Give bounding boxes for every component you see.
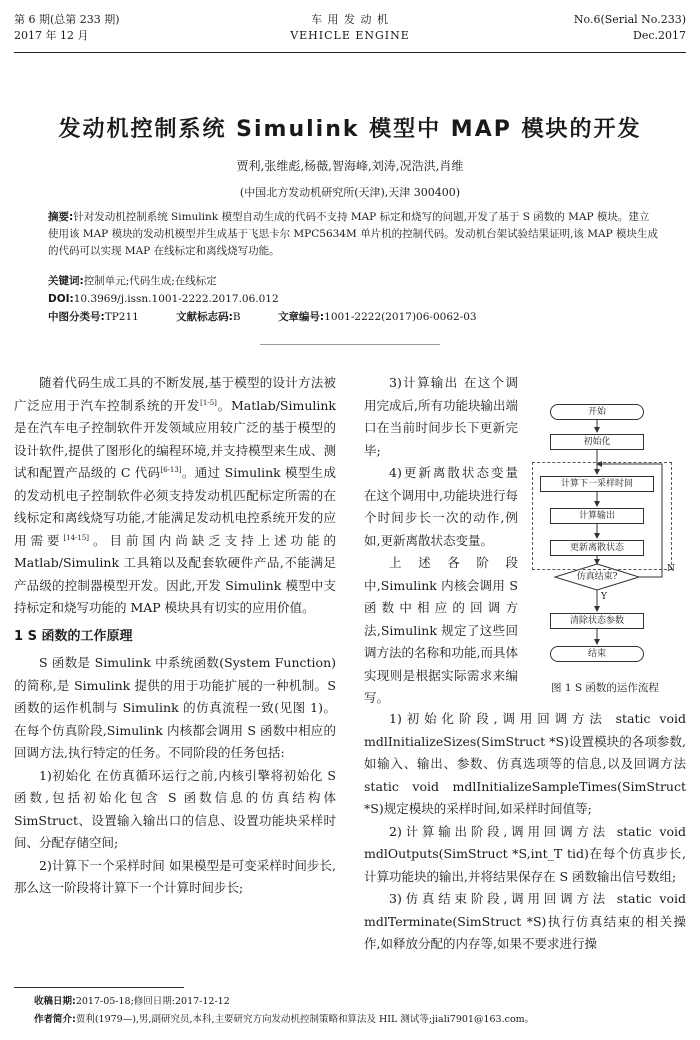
yes-label: Y	[601, 592, 607, 602]
no-label: N	[667, 564, 675, 574]
doi	[48, 291, 658, 308]
received-dates	[34, 994, 230, 1009]
classification	[48, 309, 658, 326]
dates-value: 2017-05-18;修回日期:2017-12-12	[75, 996, 230, 1007]
start-node: 开始	[550, 404, 644, 420]
intro-text-3: 。通过 Simulink 模型生成的发动机电子控制软件必须支持发动机匹配标定所需的在线标定和离线烧写功能,才能满足发动机电控系统开发的应用需要	[14, 465, 336, 548]
author-bio-label: 作者简介:	[34, 1014, 76, 1025]
issue-date: 2017 年 12 月	[14, 29, 89, 42]
journal-serial	[574, 12, 686, 44]
end-node: 结束	[550, 646, 644, 662]
right-column-top	[364, 372, 518, 710]
footnote-rule	[14, 987, 184, 988]
callback-output-paragraph: 2)计算输出阶段,调用回调方法 static void mdlOutputs(SimStruct *S,int_T tid)在每个仿真步长,计算功能块的输出,并将结果保存在 S 函数输出信号数组;	[364, 823, 686, 884]
author-list: 贾利,张维彪,杨薇,智海峰,刘涛,况浩洪,肖维	[236, 159, 464, 173]
doi-label: DOI:	[48, 293, 74, 305]
journal-name	[250, 12, 450, 44]
abstract	[48, 209, 658, 260]
keywords-label: 关键词:	[48, 275, 84, 287]
clc-value: TP211	[104, 311, 139, 323]
stage-update-paragraph: 4)更新离散状态变量 在这个调用中,功能块进行每个时间步长一次的动作,例如,更新离散状态变量。	[364, 465, 518, 548]
clc-label: 中图分类号:	[48, 311, 105, 323]
serial-date: Dec.2017	[633, 29, 686, 42]
author-bio	[34, 1012, 534, 1027]
left-column	[14, 372, 336, 900]
abstract-text: 针对发动机控制系统 Simulink 模型自动生成的代码不支持 MAP 标定和烧写的问题,开发了基于 S 函数的 MAP 模块。建立使用该 MAP 模块的发动机模型并生成基于飞思卡尔 MPC5634M 单片机的控制代码。发动机台架试验结果证明,该 MAP 模块生成的代码可以实现 MAP 在线标定和离线烧写功能。	[48, 211, 658, 257]
update-state-node: 更新离散状态	[550, 540, 644, 556]
callback-intro-paragraph: 上述各阶段中,Simulink 内核会调用 S 函数中相应的回调方法,Simulink 规定了这些回调方法的名称和功能,而具体实现则是根据实际需求来编写。	[364, 555, 518, 705]
doc-code-label: 文献标志码:	[176, 311, 233, 323]
init-node: 初始化	[550, 434, 644, 450]
citation-2[interactable]: [6-13]	[160, 465, 182, 474]
doi-value: 10.3969/j.issn.1001-2222.2017.06.012	[73, 293, 279, 305]
issue-number: 第 6 期(总第 233 期)	[14, 13, 120, 26]
cleanup-node: 清除状态参数	[550, 613, 644, 629]
paper-title: 发动机控制系统 Simulink 模型中 MAP 模块的开发	[58, 117, 642, 142]
section-heading-1: 1 S 函数的工作原理	[14, 628, 133, 644]
stage-init-paragraph: 1)初始化 在仿真循环运行之前,内核引擎将初始化 S 函数,包括初始化包含 S 函数信息的仿真结构体 SimStruct、设置输入输出口的信息、设置功能块采样时间、分配存储空间;	[14, 767, 336, 850]
right-column-bottom	[364, 708, 686, 956]
serial-number: No.6(Serial No.233)	[573, 13, 686, 26]
stage-output-paragraph: 3)计算输出 在这个调用完成后,所有功能块输出端口在当前时间步长下更新完毕;	[364, 375, 518, 458]
citation-3[interactable]: [14-15]	[63, 533, 90, 542]
journal-issue	[14, 12, 120, 44]
keywords-text: 控制单元;代码生成;在线标定	[83, 275, 217, 287]
callback-init-paragraph: 1)初始化阶段,调用回调方法 static void mdlInitializeSizes(SimStruct *S)设置模块的各项参数,如输入、输出、参数、仿真选项等的信息,以及回调方法 static void mdlInitializeSampleTimes(SimStruct *S)规定模块的采样时间,如采样时间值等;	[364, 711, 686, 816]
affiliation: (中国北方发动机研究所(天津),天津 300400)	[239, 186, 461, 199]
intro-text-4: 。目前国内尚缺乏支持上述功能的 Matlab/Simulink 工具箱以及配套软硬件产品,不能满足产品级的控制器模型开发。因此,开发 Simulink 模型中支持标定和烧写功能的 MAP 模块具有切实的应用价值。	[14, 532, 336, 615]
journal-name-cn: 车 用 发 动 机	[311, 13, 389, 26]
intro-paragraph	[14, 372, 336, 620]
intro-text-1: 随着代码生成工具的不断发展,基于模型的设计方法被广泛应用于汽车控制系统的开发	[14, 375, 336, 413]
stage-next-time-paragraph: 2)计算下一个采样时间 如果模型是可变采样时间步长,那么这一阶段将计算下一个计算时间步长;	[14, 857, 336, 895]
compute-output-node: 计算输出	[550, 508, 644, 524]
next-sample-time-node: 计算下一采样时间	[540, 476, 654, 492]
header-rule	[14, 52, 686, 53]
article-number-value: 1001-2222(2017)06-0062-03	[324, 311, 477, 323]
keywords	[48, 273, 658, 290]
doc-code-value: B	[232, 311, 241, 323]
decision-label: 仿真结束?	[576, 572, 618, 582]
article-number-label: 文章编号:	[277, 311, 325, 323]
figure-caption: 图 1 S 函数的运作流程	[551, 682, 659, 694]
abstract-divider	[260, 344, 440, 345]
intro-text-2: 。Matlab/Simulink 是在汽车电子控制软件开发领域应用较广泛的基于模型的设计软件,提供了图形化的编程环境,并支持模型来生成、测试和配置产品级的 C 代码	[14, 397, 336, 480]
sfunction-paragraph: S 函数是 Simulink 中系统函数(System Function)的简称,是 Simulink 提供的用于功能扩展的一种机制。S 函数的运作机制与 Simulink 的仿真流程一致(见图 1)。在每个仿真阶段,Simulink 内核都会调用 S 函数中相应的回调方法,执行特定的任务。不同阶段的任务包括:	[14, 655, 336, 760]
dates-label: 收稿日期:	[34, 996, 76, 1007]
journal-name-en: VEHICLE ENGINE	[290, 29, 410, 42]
flowchart-figure	[522, 396, 688, 666]
callback-terminate-paragraph: 3)仿真结束阶段,调用回调方法 static void mdlTerminate(SimStruct *S)执行仿真结束的相关操作,如释放分配的内存等,如果不要求进行操	[364, 891, 686, 951]
abstract-label: 摘要:	[48, 211, 74, 223]
citation-1[interactable]: [1-5]	[200, 398, 217, 407]
author-bio-text: 贾利(1979—),男,副研究员,本科,主要研究方向发动机控制策略和算法及 HIL 测试等;jiali7901@163.com。	[75, 1014, 535, 1025]
